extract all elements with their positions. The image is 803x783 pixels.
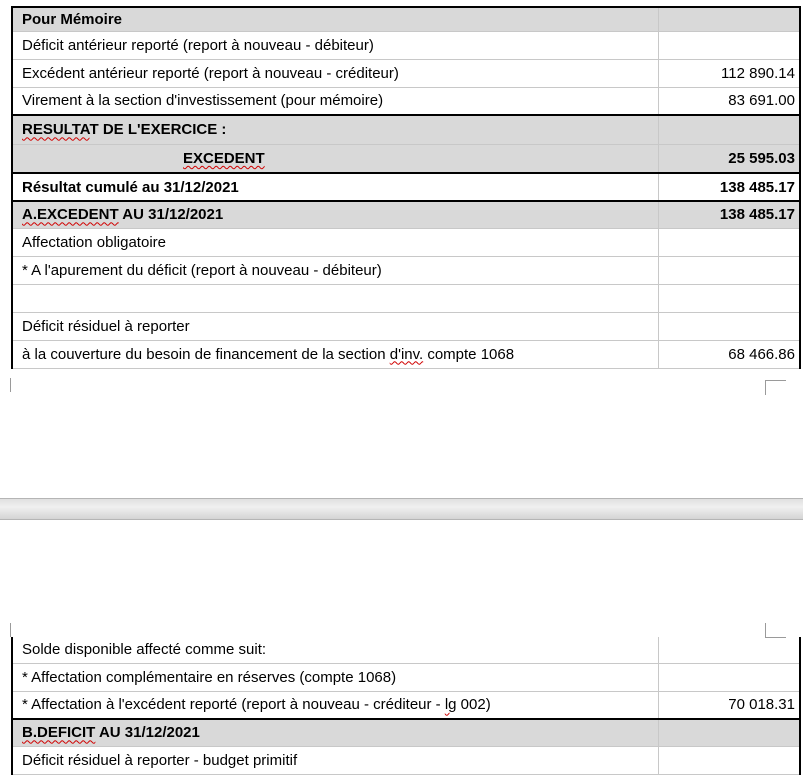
row-label: Déficit antérieur reporté (report à nouveau - débiteur): [12, 31, 658, 59]
b-deficit-row: [12, 719, 800, 746]
couverture-value: 68 466.86: [658, 340, 800, 368]
cumule-value: 138 485.17: [658, 173, 800, 201]
table-row: [12, 663, 800, 691]
table-row: [12, 637, 800, 663]
results-table-page2: [11, 637, 801, 775]
table-row: [12, 256, 800, 284]
memo-header-row: [12, 7, 800, 31]
table-row: [12, 31, 800, 59]
row-value: 112 890.14: [658, 59, 800, 87]
row-value: 83 691.00: [658, 87, 800, 115]
solde-label: Solde disponible affecté comme suit:: [12, 637, 658, 663]
apurement-label: * A l'apurement du déficit (report à nouveau - débiteur): [12, 256, 658, 284]
page-break-separator: [0, 498, 803, 520]
cumule-row: [12, 173, 800, 201]
memo-header: Pour Mémoire: [12, 7, 658, 31]
table-row: [12, 228, 800, 256]
excedent-reporte-label: * Affectation à l'excédent reporté (report à nouveau - créditeur - lg 002): [12, 691, 658, 719]
excedent-label: EXCEDENT: [12, 144, 658, 173]
couverture-label: à la couverture du besoin de financement de la section d'inv. compte 1068: [12, 340, 658, 368]
table-row: [12, 59, 800, 87]
affectation-obligatoire: Affectation obligatoire: [12, 228, 658, 256]
table-row: [12, 691, 800, 719]
page-corner-mark: [765, 623, 786, 638]
cumule-label: Résultat cumulé au 31/12/2021: [12, 173, 658, 201]
excedent-value: 25 595.03: [658, 144, 800, 173]
page-corner-mark: [765, 380, 786, 395]
table-row: [12, 746, 800, 774]
table-row: [12, 87, 800, 115]
table-row: [12, 340, 800, 368]
a-excedent-label: A.EXCEDENT AU 31/12/2021: [12, 201, 658, 228]
page-corner-mark: [0, 623, 11, 637]
page-corner-mark: [0, 378, 11, 392]
resultat-title-row: [12, 115, 800, 144]
complementaire-label: * Affectation complémentaire en réserves (compte 1068): [12, 663, 658, 691]
results-table-page1: [11, 6, 801, 369]
a-excedent-row: [12, 201, 800, 228]
excedent-row: [12, 144, 800, 173]
row-value: [658, 31, 800, 59]
resultat-title: RESULTAT DE L'EXERCICE :: [12, 115, 658, 144]
b-deficit-label: B.DEFICIT AU 31/12/2021: [12, 719, 658, 746]
excedent-reporte-value: 70 018.31: [658, 691, 800, 719]
empty-row: [12, 284, 800, 312]
deficit-budget-label: Déficit résiduel à reporter - budget primitif: [12, 746, 658, 774]
a-excedent-value: 138 485.17: [658, 201, 800, 228]
row-label: Virement à la section d'investissement (pour mémoire): [12, 87, 658, 115]
deficit-residuel-label: Déficit résiduel à reporter: [12, 312, 658, 340]
row-label: Excédent antérieur reporté (report à nouveau - créditeur): [12, 59, 658, 87]
table-row: [12, 312, 800, 340]
